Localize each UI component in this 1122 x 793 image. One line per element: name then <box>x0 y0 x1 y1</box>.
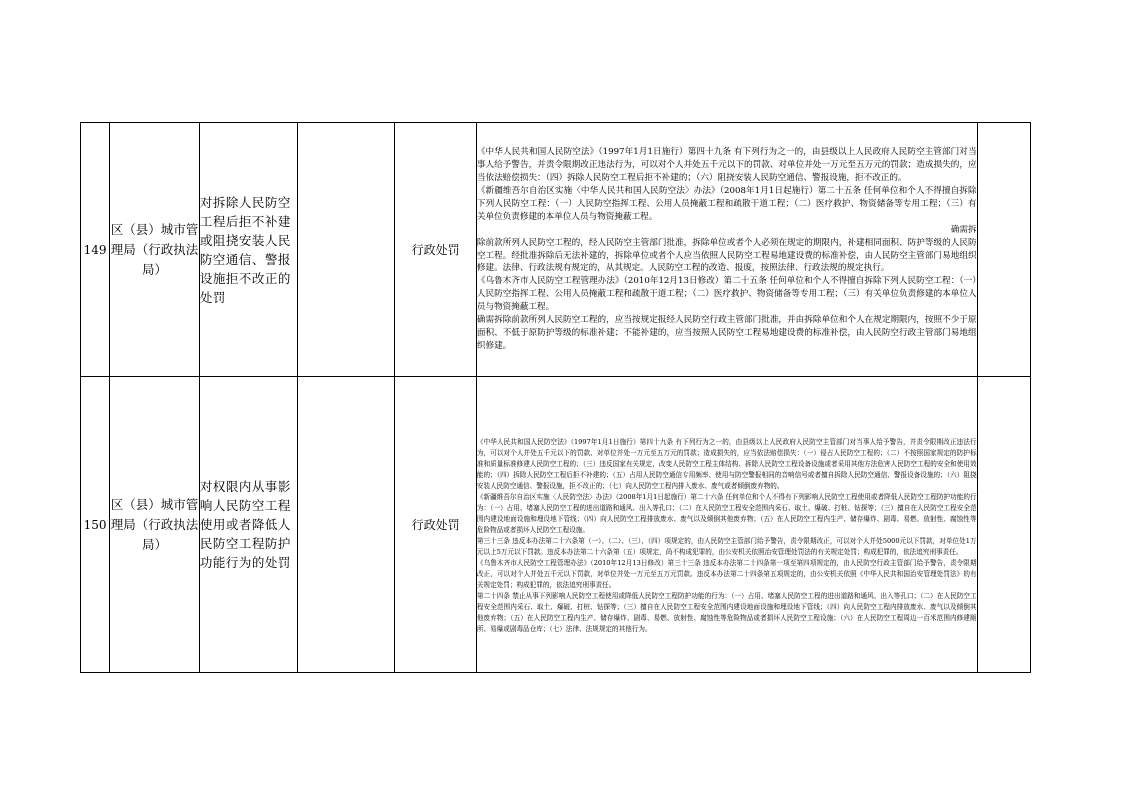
basis-paragraph: 《乌鲁木齐市人民防空工程管理办法》（2010年12月13日修改）第二十五条 任何单位和个人不得擅自拆除下列人民防空工程：（一）人民防空指挥工程、公用人员掩蔽工程和疏散干道工程；（二）医疗救护、物资储备等专用工程；（三）有关单位负责修建的本单位人员与物资掩蔽工程。 <box>476 276 977 313</box>
legal-basis-cell <box>476 123 977 377</box>
empty-cell <box>297 377 395 673</box>
row-number: 150 <box>81 377 110 673</box>
empty-cell <box>977 377 1030 673</box>
basis-paragraph: 除前款所列人民防空工程的，经人民防空主管部门批准，拆除单位或者个人必须在规定的期限内，补建相同面积、防护等级的人民防空工程。经批准拆除后无法补建的，拆除单位或者个人应当依照人民防空工程易地建设费的标准补偿，由人民防空主管部门易地组织修建。法律、行政法规有规定的，从其规定。人民防空工程的改造、报废，按照法律、行政法规的规定执行。 <box>476 237 977 274</box>
penalty-table <box>80 122 1031 673</box>
table-row <box>81 377 1031 673</box>
empty-cell <box>977 123 1030 377</box>
item-name-cell: 对拆除人民防空工程后拒不补建或阻挠安装人民防空通信、警报设施拒不改正的处罚 <box>199 123 297 377</box>
table-row <box>81 123 1031 377</box>
basis-paragraph: 《新疆维吾尔自治区实施〈人民防空法〉办法》（2008年1月1日起施行）第二十六条 任何单位和个人不得有下列影响人民防空工程使用或者降低人民防空工程防护功能的行为：（一）占用、堵塞人民防空工程的进出道路和通风、出入等孔口；（二）在人民防空工程安全范围内采石、取土、爆破、打桩、钻探等；（三）擅自在人民防空工程安全范围内建设地面设施和埋设地下管线；（四）向人民防空工程排放废水、废气以及倾倒其他废弃物；（五）在人民防空工程内生产、储存爆炸、剧毒、易燃、放射性、腐蚀性等危险物品或者损坏人民防空工程设施。 <box>476 492 977 534</box>
basis-paragraph: 《新疆维吾尔自治区实施〈中华人民共和国人民防空法〉办法》（2008年1月1日起施行）第二十五条 任何单位和个人不得擅自拆除下列人民防空工程：（一）人民防空指挥工程、公用人员掩蔽工程和疏散干道工程；（二）医疗救护、物资储备等专用工程；（三）有关单位负责修建的本单位人员与物资掩蔽工程。 <box>476 185 977 222</box>
department-cell: 区（县）城市管理局（行政执法局） <box>110 377 200 673</box>
basis-paragraph: 《中华人民共和国人民防空法》（1997年1月1日施行）第四十九条 有下列行为之一的，由县级以上人民政府人民防空主管部门对当事人给予警告，并责令限期改正违法行为，可以对个人并处五千元以下的罚款、对单位并处一万元至五万元的罚款；造成损失的，应当依法赔偿损失：（一）侵占人民防空工程的；（二）不按照国家规定的防护标准和质量标准修建人民防空工程的；（三）违反国家有关规定，改变人民防空工程主体结构、拆除人民防空工程设备设施或者采用其他方法危害人民防空工程的安全和使用效能的；（四）拆除人民防空工程后拒不补建的；（五）占用人民防空通信专用频率、使用与防空警报相同的音响信号或者擅自拆除人民防空通信、警报设备设施的；（六）阻挠安装人民防空通信、警报设施，拒不改正的；（七）向人民防空工程内排入废水、废气或者倾倒废弃物的。 <box>476 437 977 490</box>
basis-paragraph: 第二十四条 禁止从事下列影响人民防空工程使用或降低人民防空工程防护功能的行为：（一）占用、堵塞人民防空工程的进出道路和通风、出入等孔口；（二）在人民防空工程安全范围内采石、取土、爆破、打桩、钻探等；（三）擅自在人民防空工程安全范围内建设地面设施和埋设地下管线；（四）向人民防空工程内排放废水、废气以及倾倒其他废弃物；（五）在人民防空工程内生产、储存爆炸、剧毒、易燃、放射性、腐蚀性等危险物品或者损坏人民防空工程设施；（六）在人民防空工程周边一百米范围内修建厕所、易爆或剧毒品仓库；（七）法律、法规规定的其他行为。 <box>476 591 977 633</box>
empty-cell <box>297 123 395 377</box>
item-name-cell: 对权限内从事影响人民防空工程使用或者降低人民防空工程防护功能行为的处罚 <box>199 377 297 673</box>
basis-paragraph: 确需拆 <box>950 224 977 235</box>
department-cell: 区（县）城市管理局（行政执法局） <box>110 123 200 377</box>
basis-paragraph: 确需拆除前款所列人民防空工程的，应当按规定报经人民防空行政主管部门批准，并由拆除单位和个人在规定期限内，按照不少于原面积、不低于原防护等级的标准补建；不能补建的，应当按照人民防空工程易地建设费的标准补偿，由人民防空行政主管部门易地组织修建。 <box>476 315 977 351</box>
legal-basis-cell <box>476 377 977 673</box>
basis-paragraph: 《中华人民共和国人民防空法》（1997年1月1日施行）第四十九条 有下列行为之一的，由县级以上人民政府人民防空主管部门对当事人给予警告，并责令限期改正违法行为，可以对个人并处五千元以下的罚款、对单位并处一万元至五万元的罚款；造成损失的，应当依法赔偿损失：（四）拆除人民防空工程后拒不补建的；（六）阻挠安装人民防空通信、警报设施，拒不改正的。 <box>476 147 977 184</box>
power-type-cell: 行政处罚 <box>395 123 477 377</box>
power-type-cell: 行政处罚 <box>395 377 477 673</box>
basis-paragraph: 《乌鲁木齐市人民防空工程管理办法》（2010年12月13日修改）第三十三条 违反本办法第二十四条第一项至第四项规定的，由人民防空行政主管部门给予警告，责令限期改正，可以对个人并处五千元以下罚款，对单位并处一万元至五万元罚款。违反本办法第二十四条第五项规定的，由公安机关依照《中华人民共和国治安管理处罚法》的有关规定处罚；构成犯罪的，依法追究刑事责任。 <box>476 558 977 589</box>
basis-paragraph: 第三十三条 违反本办法第二十六条第（一）、（二）、（三）、（四）项规定的，由人民防空主管部门给予警告，责令限期改正，可以对个人并处5000元以下罚款，对单位处1万元以上5万元以下罚款。违反本办法第二十六条第（五）项规定，尚不构成犯罪的，由公安机关依照治安管理处罚法的有关规定处罚；构成犯罪的，依法追究刑事责任。 <box>476 536 977 556</box>
row-number: 149 <box>81 123 110 377</box>
